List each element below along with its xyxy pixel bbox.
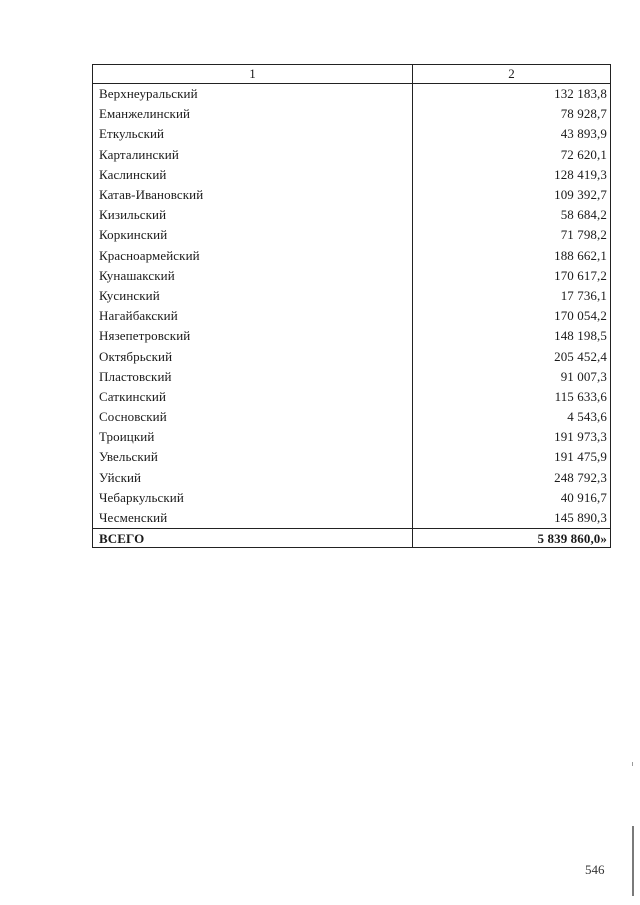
table-row <box>93 346 611 366</box>
table-row <box>93 286 611 306</box>
table-row <box>93 326 611 346</box>
district-name: Коркинский <box>93 225 413 245</box>
amount-value: 170 617,2 <box>413 266 611 286</box>
total-row <box>93 529 611 548</box>
amount-value: 191 475,9 <box>413 447 611 467</box>
amount-value: 109 392,7 <box>413 185 611 205</box>
district-name: Катав-Ивановский <box>93 185 413 205</box>
table-row <box>93 84 611 105</box>
column-header-1: 1 <box>93 65 413 84</box>
table-row <box>93 165 611 185</box>
district-name: Верхнеуральский <box>93 84 413 105</box>
table-row <box>93 447 611 467</box>
district-name: Карталинский <box>93 145 413 165</box>
scan-edge-mark <box>632 826 634 896</box>
amount-value: 115 633,6 <box>413 387 611 407</box>
amount-value: 17 736,1 <box>413 286 611 306</box>
district-name: Нагайбакский <box>93 306 413 326</box>
district-name: Кизильский <box>93 205 413 225</box>
table-row <box>93 124 611 144</box>
amount-value: 145 890,3 <box>413 508 611 529</box>
table-row <box>93 468 611 488</box>
district-name: Увельский <box>93 447 413 467</box>
table-row <box>93 387 611 407</box>
table-row <box>93 266 611 286</box>
table-row <box>93 104 611 124</box>
table-row <box>93 306 611 326</box>
district-name: Пластовский <box>93 367 413 387</box>
table-row <box>93 205 611 225</box>
amount-value: 71 798,2 <box>413 225 611 245</box>
table-row <box>93 246 611 266</box>
district-name: Саткинский <box>93 387 413 407</box>
table-row <box>93 407 611 427</box>
amount-value: 58 684,2 <box>413 205 611 225</box>
district-name: Троицкий <box>93 427 413 447</box>
district-name: Октябрьский <box>93 346 413 366</box>
district-name: Сосновский <box>93 407 413 427</box>
amount-value: 148 198,5 <box>413 326 611 346</box>
district-name: Еткульский <box>93 124 413 144</box>
total-value: 5 839 860,0» <box>413 529 611 548</box>
table-row <box>93 427 611 447</box>
amount-value: 40 916,7 <box>413 488 611 508</box>
table-row <box>93 367 611 387</box>
header-row <box>93 65 611 84</box>
district-name: Каслинский <box>93 165 413 185</box>
district-name: Кусинский <box>93 286 413 306</box>
district-name: Чебаркульский <box>93 488 413 508</box>
table-row <box>93 225 611 245</box>
data-table <box>92 64 611 548</box>
amount-value: 43 893,9 <box>413 124 611 144</box>
amount-value: 72 620,1 <box>413 145 611 165</box>
table-row <box>93 145 611 165</box>
amount-value: 78 928,7 <box>413 104 611 124</box>
table-row <box>93 185 611 205</box>
amount-value: 128 419,3 <box>413 165 611 185</box>
amount-value: 91 007,3 <box>413 367 611 387</box>
amount-value: 132 183,8 <box>413 84 611 105</box>
amount-value: 191 973,3 <box>413 427 611 447</box>
column-header-2: 2 <box>413 65 611 84</box>
district-name: Кунашакский <box>93 266 413 286</box>
amount-value: 248 792,3 <box>413 468 611 488</box>
district-name: Чесменский <box>93 508 413 529</box>
district-name: Уйский <box>93 468 413 488</box>
table-row <box>93 488 611 508</box>
page-number: 546 <box>585 862 605 877</box>
table-row <box>93 508 611 529</box>
district-name: Нязепетровский <box>93 326 413 346</box>
amount-value: 205 452,4 <box>413 346 611 366</box>
amount-value: 170 054,2 <box>413 306 611 326</box>
district-name: Красноармейский <box>93 246 413 266</box>
scan-mark <box>632 762 633 766</box>
amount-value: 4 543,6 <box>413 407 611 427</box>
amount-value: 188 662,1 <box>413 246 611 266</box>
district-name: Еманжелинский <box>93 104 413 124</box>
total-label: ВСЕГО <box>93 529 413 548</box>
